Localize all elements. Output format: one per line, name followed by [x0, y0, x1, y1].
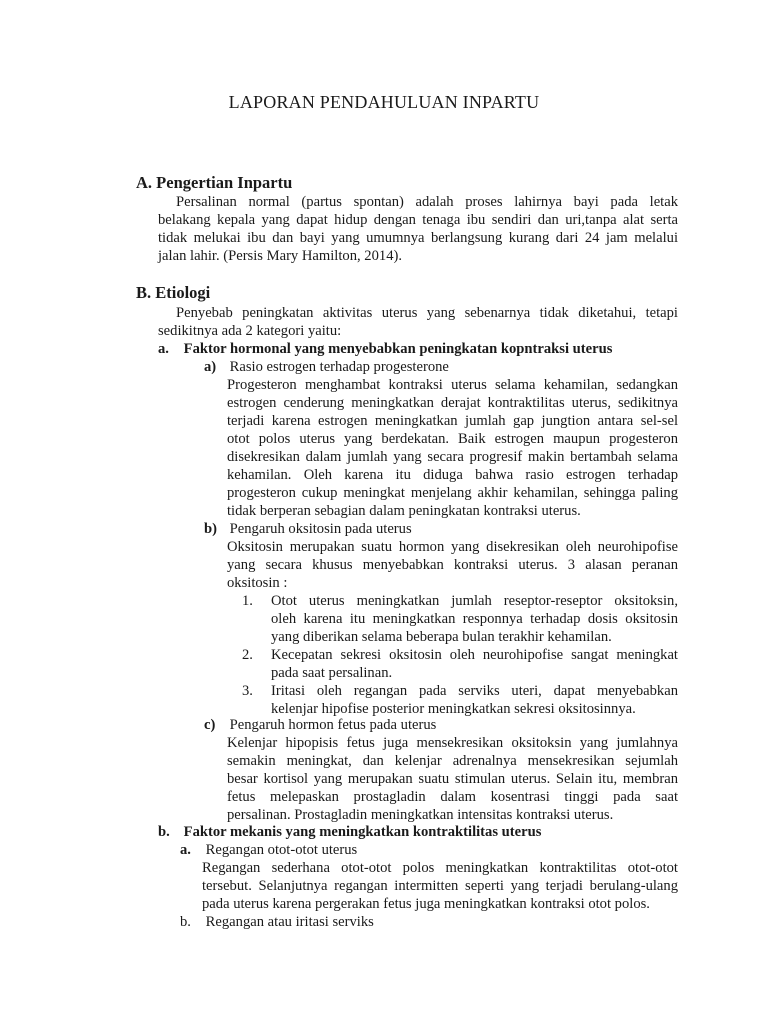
- item-c-line: semakin meningkat, dan kelenjar adrenalnya mensekresikan sejumlah: [227, 753, 678, 769]
- item-a-line: tidak berperan sebagian dalam peningkatan kontraksi uterus.: [227, 503, 581, 519]
- numbered-item-line: Kecepatan sekresi oksitosin oleh neurohipofise sangat meningkat: [271, 647, 678, 663]
- section-a-line: Persalinan normal (partus spontan) adalah proses lahirnya bayi pada letak: [176, 194, 678, 210]
- numbered-item-line: yang diberikan selama beberapa bulan terakhir kehamilan.: [271, 629, 612, 645]
- numbered-item-line: Iritasi oleh regangan pada serviks uteri, dapat menyebabkan: [271, 683, 678, 699]
- item-a-heading: [204, 358, 678, 376]
- section-b-heading: [136, 284, 210, 302]
- subsection-a-heading: [158, 340, 678, 358]
- item-a-line: disekresikan dalam jumlah yang secara progresif makin bertambah selama: [227, 449, 678, 465]
- item-c-line: persalinan. Prostagladin meningkatkan intensitas kontraksi uterus.: [227, 807, 614, 823]
- mech-item-b-heading: [180, 913, 678, 931]
- item-a-title: Rasio estrogen terhadap progesterone: [229, 359, 449, 375]
- mech-item-b-title: Regangan atau iritasi serviks: [205, 914, 374, 930]
- item-a-line: progesteron cukup meningkat menjelang akhir kehamilan, sehingga paling: [227, 485, 678, 501]
- mech-item-a-line: tersebut. Selanjutnya regangan intermitten seperti yang terjadi berulang-ulang: [202, 878, 678, 894]
- section-b-intro-line: Penyebab peningkatan aktivitas uterus yang sebenarnya tidak diketahui, tetapi: [176, 305, 678, 321]
- numbered-item-line: kelenjar hipofise posterior meningkatkan sekresi oksitosinnya.: [271, 701, 636, 717]
- item-c-line: fetus melepaskan prostagladin dalam kosentrasi tinggi pada saat: [227, 789, 678, 805]
- subsection-b-title: Faktor mekanis yang meningkatkan kontraktilitas uterus: [183, 824, 542, 840]
- item-a-letter: a): [204, 359, 217, 375]
- numbered-item-marker: 2.: [242, 647, 253, 663]
- mech-item-a-line: Regangan sederhana otot-otot polos meningkatkan kontraktilitas otot-otot: [202, 860, 678, 876]
- section-b-intro-line: sedikitnya ada 2 kategori yaitu:: [158, 323, 342, 339]
- item-a-line: kehamilan. Oleh karena itu diduga bahwa rasio estrogen terhadap: [227, 467, 678, 483]
- section-a-letter: A.: [136, 173, 153, 192]
- subsection-a-title: Faktor hormonal yang menyebabkan peningkatan kopntraksi uterus: [183, 341, 613, 357]
- item-a-line: otot polos uterus yang berdekatan. Baik estrogen maupun progesteron: [227, 431, 678, 447]
- item-b-letter: b): [204, 521, 217, 537]
- section-a-title: Pengertian Inpartu: [156, 173, 293, 192]
- numbered-item-line: Otot uterus meningkatkan jumlah reseptor-reseptor oksitoksin,: [271, 593, 678, 609]
- mech-item-a-title: Regangan otot-otot uterus: [205, 842, 358, 858]
- section-a-line: tidak melukai ibu dan bayi yang umumnya berlangsung kurang dari 24 jam melalui: [158, 230, 678, 246]
- item-a-line: Progesteron menghambat kontraksi uterus selama kehamilan, sedangkan: [227, 377, 678, 393]
- section-a-line: jalan lahir. (Persis Mary Hamilton, 2014).: [158, 248, 402, 264]
- mech-item-a-heading: [180, 841, 678, 859]
- item-a-line: estrogen cenderung meningkatkan derajat kontraktilitas uterus, sedikitnya: [227, 395, 678, 411]
- item-b-line: oksitosin :: [227, 575, 288, 591]
- item-c-letter: c): [204, 717, 216, 733]
- item-c-title: Pengaruh hormon fetus pada uterus: [229, 717, 437, 733]
- section-b-letter: B.: [136, 283, 152, 302]
- item-c-line: besar kortisol yang merupakan suatu stimulan uterus. Selain itu, membran: [227, 771, 678, 787]
- document-title: LAPORAN PENDAHULUAN INPARTU: [228, 92, 540, 112]
- section-b-title: Etiologi: [155, 283, 211, 302]
- numbered-item-line: oleh karena itu meningkatkan responnya terhadap dosis oksitosin: [271, 611, 678, 627]
- item-b-line: yang secara khusus menyebabkan kontraksi uterus. 3 alasan peranan: [227, 557, 678, 573]
- item-b-title: Pengaruh oksitosin pada uterus: [229, 521, 412, 537]
- numbered-item-marker: 1.: [242, 593, 253, 609]
- mech-item-a-line: pada uterus karena pergerakan fetus juga meningkatkan kontraksi otot polos.: [202, 896, 650, 912]
- mech-item-b-letter: b.: [180, 914, 191, 930]
- subsection-b-heading: [158, 823, 678, 841]
- item-c-heading: [204, 716, 678, 734]
- item-c-line: Kelenjar hipopisis fetus juga mensekresikan oksitoksin yang jumlahnya: [227, 735, 678, 751]
- mech-item-a-letter: a.: [180, 842, 191, 858]
- item-a-line: terjadi karena estrogen meningkatkan jumlah gap jungtion antara sel-sel: [227, 413, 678, 429]
- item-b-heading: [204, 520, 678, 538]
- numbered-item-line: pada saat persalinan.: [271, 665, 393, 681]
- numbered-item-marker: 3.: [242, 683, 253, 699]
- subsection-b-letter: b.: [158, 824, 170, 840]
- subsection-a-letter: a.: [158, 341, 169, 357]
- section-a-heading: [136, 174, 292, 192]
- item-b-line: Oksitosin merupakan suatu hormon yang disekresikan oleh neurohipofise: [227, 539, 678, 555]
- section-a-line: belakang kepala yang dapat hidup dengan tenaga ibu sendiri dan uri,tanpa alat serta: [158, 212, 678, 228]
